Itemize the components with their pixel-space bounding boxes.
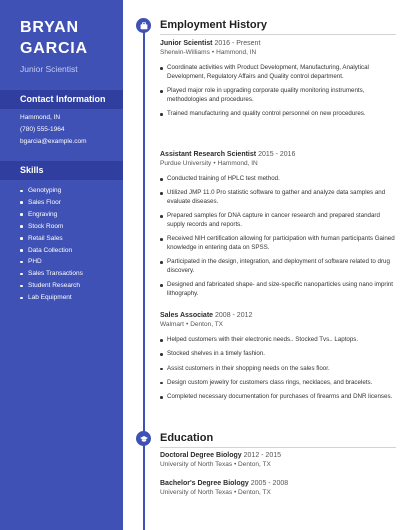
- education-school: University of North Texas: [160, 489, 233, 496]
- job-role: Junior Scientist: [160, 40, 213, 47]
- separator-dot: •: [213, 160, 216, 167]
- timeline-line: [143, 25, 145, 530]
- job-location: Hammond, IN: [216, 49, 257, 56]
- education-school: University of North Texas: [160, 461, 233, 468]
- duty-item: Conducted training of HPLC test method.: [160, 175, 396, 184]
- duty-item: Coordinate activities with Product Development, Manufacturing, Analytical Development, Regulatory Affairs and Quality control department.: [160, 64, 396, 81]
- job-duties: [160, 175, 396, 299]
- job-location: Denton, TX: [190, 321, 223, 328]
- duty-item: Participated in the design, integration, and deployment of software related to drug discovery.: [160, 258, 396, 275]
- contact-phone: (780) 555-1964: [20, 126, 65, 133]
- skills-heading-band: [0, 161, 123, 180]
- contact-email[interactable]: bgarcia@example.com: [20, 138, 87, 145]
- education-divider: [160, 447, 396, 448]
- job-entry: [160, 311, 396, 407]
- graduation-cap-icon: [140, 435, 148, 443]
- skill-item: Student Research: [20, 280, 83, 292]
- education-dates: 2012 - 2015: [243, 452, 282, 459]
- skill-item: Sales Floor: [20, 197, 83, 209]
- job-role: Assistant Research Scientist: [160, 151, 257, 158]
- candidate-title: Junior Scientist: [20, 64, 78, 74]
- first-name: BRYAN: [20, 19, 79, 36]
- job-dates: 2015 - 2016: [258, 151, 296, 158]
- job-entry: [160, 39, 396, 124]
- skill-item: Sales Transactions: [20, 268, 83, 280]
- last-name: GARCIA: [20, 40, 88, 57]
- education-heading: Education: [160, 432, 214, 444]
- education-degree: Doctoral Degree Biology: [160, 452, 242, 459]
- contact-location: Hammond, IN: [20, 114, 61, 121]
- contact-heading: Contact Information: [20, 94, 106, 104]
- job-company: Purdue University: [160, 160, 212, 167]
- job-role: Sales Associate: [160, 312, 214, 319]
- job-company: Sherwin-Williams: [160, 49, 210, 56]
- education-entry: [160, 451, 396, 469]
- duty-item: Helped customers with their electronic needs.. Stocked Tvs.. Laptops.: [160, 336, 396, 345]
- employment-icon-circle: [136, 18, 151, 33]
- skill-item: Engraving: [20, 209, 83, 221]
- job-dates: 2008 - 2012: [215, 312, 253, 319]
- job-entry: [160, 150, 396, 304]
- skill-item: Stock Room: [20, 221, 83, 233]
- duty-item: Received NIH certification allowing for participation with human participants Gained knowledge in entering data on SPSS.: [160, 235, 396, 252]
- job-duties: [160, 336, 396, 402]
- duty-item: Designed and fabricated shape- and size-specific nanoparticles using nano imprint lithography.: [160, 281, 396, 298]
- employment-divider: [160, 34, 396, 35]
- briefcase-icon: [140, 22, 148, 30]
- duty-item: Completed necessary documentation for purchases of firearms and DNR licenses.: [160, 393, 396, 402]
- education-degree: Bachelor's Degree Biology: [160, 480, 249, 487]
- education-location: Denton, TX: [238, 489, 271, 496]
- separator-dot: •: [211, 49, 215, 56]
- contact-heading-band: [0, 90, 123, 109]
- education-entry: [160, 479, 396, 497]
- candidate-name: [20, 17, 120, 59]
- skill-item: Genotyping: [20, 185, 83, 197]
- duty-item: Prepared samples for DNA capture in cancer research and prepared standard supply records and reports.: [160, 212, 396, 229]
- education-location: Denton, TX: [238, 461, 271, 468]
- skill-item: Retail Sales: [20, 233, 83, 245]
- separator-dot: •: [232, 461, 239, 468]
- education-icon-circle: [136, 431, 151, 446]
- skill-item: Data Collection: [20, 245, 83, 257]
- duty-item: Played major role in upgrading corporate quality monitoring instruments, methodologies and procedures.: [160, 87, 396, 104]
- job-company: Walmart: [160, 321, 184, 328]
- job-duties: [160, 64, 396, 119]
- separator-dot: •: [185, 321, 189, 328]
- employment-heading: Employment History: [160, 19, 267, 31]
- duty-item: Trained manufacturing and quality control personnel on new procedures.: [160, 110, 396, 119]
- skill-item: PHD: [20, 256, 83, 268]
- job-dates: 2016 - Present: [214, 40, 261, 47]
- duty-item: Stocked shelves in a timely fashion.: [160, 350, 396, 359]
- skill-item: Lab Equipment: [20, 292, 83, 304]
- duty-item: Design custom jewelry for customers class rings, necklaces, and bracelets.: [160, 379, 396, 388]
- sidebar: [0, 0, 123, 530]
- skills-list: [20, 185, 83, 304]
- job-location: Hammond, IN: [217, 160, 258, 167]
- duty-item: Assist customers in their shopping needs on the sales floor.: [160, 365, 396, 374]
- skills-heading: Skills: [20, 165, 44, 175]
- separator-dot: •: [232, 489, 239, 496]
- education-dates: 2005 - 2008: [250, 480, 289, 487]
- duty-item: Utilized JMP 11.0 Pro statistic software to gather and analyze data samples and evaluate diseases.: [160, 189, 396, 206]
